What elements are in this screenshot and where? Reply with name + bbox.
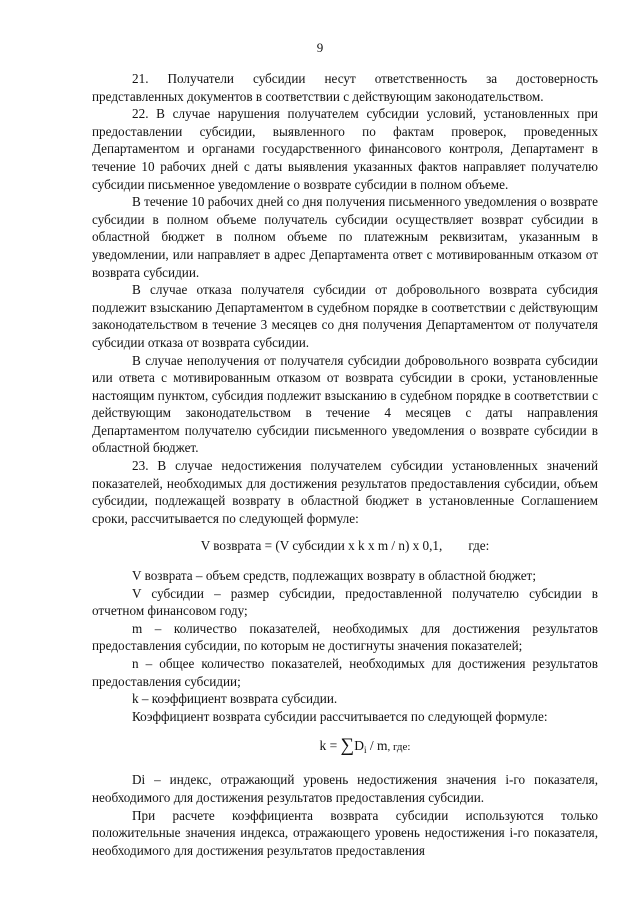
definition-v-subsidy: V субсидии – размер субсидии, предоставленной получателю субсидии в отчетном финансовом году; <box>92 585 598 619</box>
definition-k: k – коэффициент возврата субсидии. <box>132 691 338 707</box>
paragraph-22-return-deadline: В течение 10 рабочих дней со дня получения письменного уведомления о возврате субсидии в полном объеме получатель субсидии осуществляет возврат субсидии в областной бюджет в полном объеме по платежным реквизитам, указанным в уведомлении, или направляет в адрес Департамента ответ с мотивированным отказом от возврата субсидии. <box>92 194 598 280</box>
document-body <box>92 70 598 859</box>
paragraph-22: 22. В случае нарушения получателем субсидии условий, установленных при предоставлении субсидии, выявленного по фактам проверок, проведенных Департаментом и органами государственного финансового контроля, Департамент в течение 10 рабочих дней с даты выявления указанных фактов направляет получателю субсидии письменное уведомление о возврате субсидии в полном объеме. <box>92 106 598 192</box>
formula-v-return-expression: V возврата = (V субсидии x k x m / n) x 0,1, <box>200 538 443 554</box>
page-number: 9 <box>316 40 324 55</box>
paragraph-21: 21. Получатели субсидии несут ответственность за достоверность представленных документов в соответствии с действующим законодательством. <box>92 71 598 104</box>
definition-m: m – количество показателей, необходимых для достижения результатов предоставления субсидии, по которым не достигнуты значения показателей; <box>92 620 598 654</box>
formula-k-subscript: i <box>363 745 367 756</box>
formula-k-rest: / m <box>366 738 388 754</box>
formula-k-sigma: ∑ <box>340 735 355 757</box>
paragraph-positive-values: При расчете коэффициента возврата субсидии используются только положительные значения индекса, отражающего уровень недостижения i-го показателя, необходимого для достижения результатов предоставления <box>92 807 598 858</box>
formula-v-return-where: где: <box>468 538 490 554</box>
formula-k-lhs: k = <box>319 738 341 754</box>
definition-n: n – общее количество показателей, необходимых для достижения результатов предоставления субсидии; <box>92 656 598 689</box>
paragraph-22-refusal: В случае отказа получателя субсидии от добровольного возврата субсидия подлежит взысканию Департаментом в судебном порядке в соответствии с действующим законодательством в течение 3 месяцев со дня получения Департаментом от получателя субсидии отказа от возврата субсидии. <box>92 282 598 350</box>
formula-k-d: D <box>354 738 364 754</box>
formula-k <box>92 735 598 757</box>
paragraph-22-no-response: В случае неполучения от получателя субсидии добровольного возврата субсидии или ответа с мотивированным отказом от возврата субсидии в сроки, установленные настоящим пунктом, субсидия подлежит взысканию в судебном порядке в соответствии с действующим законодательством в течение 4 месяцев с даты направления Департаментом получателю субсидии письменного уведомления о возврате субсидии в областной бюджет. <box>92 352 598 456</box>
definition-v-return: V возврата – объем средств, подлежащих возврату в областной бюджет; <box>132 568 536 584</box>
formula-v-return <box>92 537 598 555</box>
paragraph-23: 23. В случае недостижения получателем субсидии установленных значений показателей, необходимых для достижения результатов предоставления субсидии, объем субсидии, подлежащей возврату в областной бюджет в установленные Соглашением сроки, рассчитывается по следующей формуле: <box>92 458 598 526</box>
formula-k-where: , где: <box>387 741 411 754</box>
definition-di: Di – индекс, отражающий уровень недостижения значения i-го показателя, необходимого для достижения результатов предоставления субсидии. <box>92 772 598 805</box>
coefficient-intro: Коэффициент возврата субсидии рассчитывается по следующей формуле: <box>132 708 548 724</box>
